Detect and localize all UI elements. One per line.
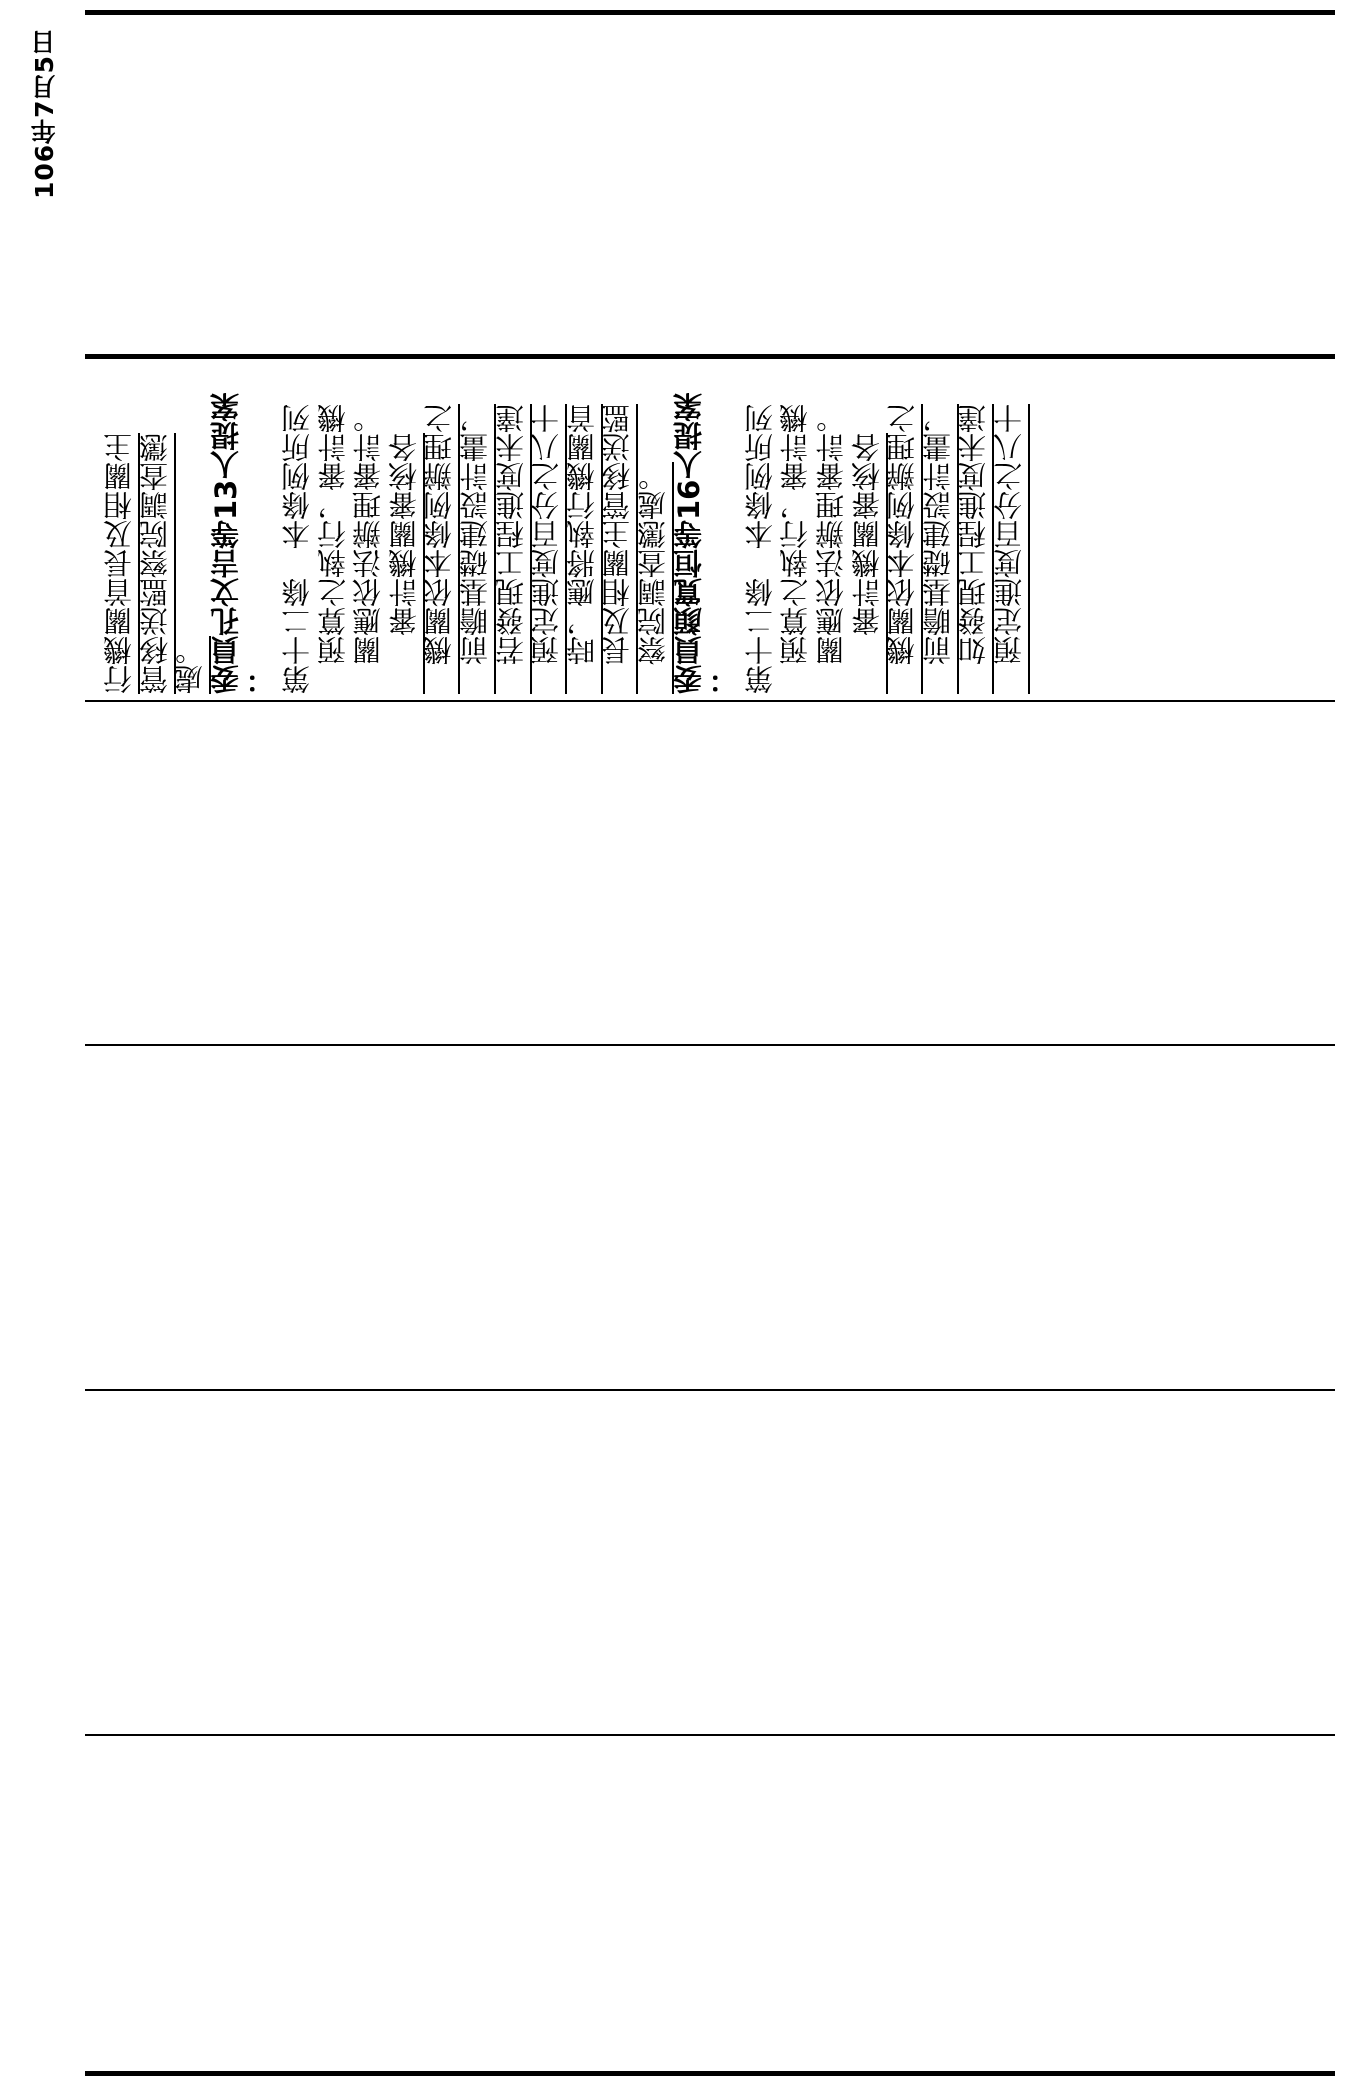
proposal-heading: 委員顏寬恒等16人提案 <box>672 392 706 694</box>
page-date: 106年7月5日 <box>30 29 59 199</box>
text-line: 時，應將執行機關首 <box>565 404 599 694</box>
text-line: 管移送監察院調查懲 <box>138 433 172 694</box>
text-line: 前瞻基礎建設計畫， <box>458 404 492 694</box>
text-line: 審計機關審核各 <box>387 433 421 694</box>
table-header-rule <box>85 354 1335 359</box>
text-line: 預定進度百分之八十 <box>529 404 563 694</box>
proposal-heading: 委員孔文吉等13人提案 <box>209 392 243 694</box>
text-line: 審計機關審核各 <box>850 433 884 694</box>
bottom-rule <box>85 2071 1335 2076</box>
text-line: 若發現工程進度未達 <box>494 404 528 694</box>
text-line: 第十二條 本條例所列 <box>280 404 314 694</box>
top-rule <box>85 10 1335 15</box>
text-line: 預算之執行，審計機 <box>778 404 812 694</box>
text-line: 察院調查懲處。 <box>636 462 670 694</box>
text-line: 機關依本條例辦理之 <box>885 404 919 694</box>
proposal-heading: ： <box>707 665 741 694</box>
text-line: 如發現工程進度未達 <box>956 404 990 694</box>
row-divider <box>85 1734 1335 1736</box>
text-line: 關應依法辦理審計。 <box>351 404 385 694</box>
text-line: 長及相關主管移送監 <box>600 404 634 694</box>
row-divider <box>85 700 1335 702</box>
proposal-heading: ： <box>244 665 278 694</box>
text-line: 行機關首長及相關主 <box>102 433 136 694</box>
row-divider <box>85 1389 1335 1391</box>
text-line: 第十二條 本條例所列 <box>743 404 777 694</box>
row-divider <box>85 1044 1335 1046</box>
text-line: 機關依本條例辦理之 <box>422 404 456 694</box>
text-line: 處。 <box>173 636 207 694</box>
text-line: 前瞻基礎建設計畫， <box>921 404 955 694</box>
text-line: 關應依法辦理審計。 <box>814 404 848 694</box>
text-line: 預算之執行，審計機 <box>316 404 350 694</box>
text-line: 預定進度百分之八十 <box>992 404 1026 694</box>
